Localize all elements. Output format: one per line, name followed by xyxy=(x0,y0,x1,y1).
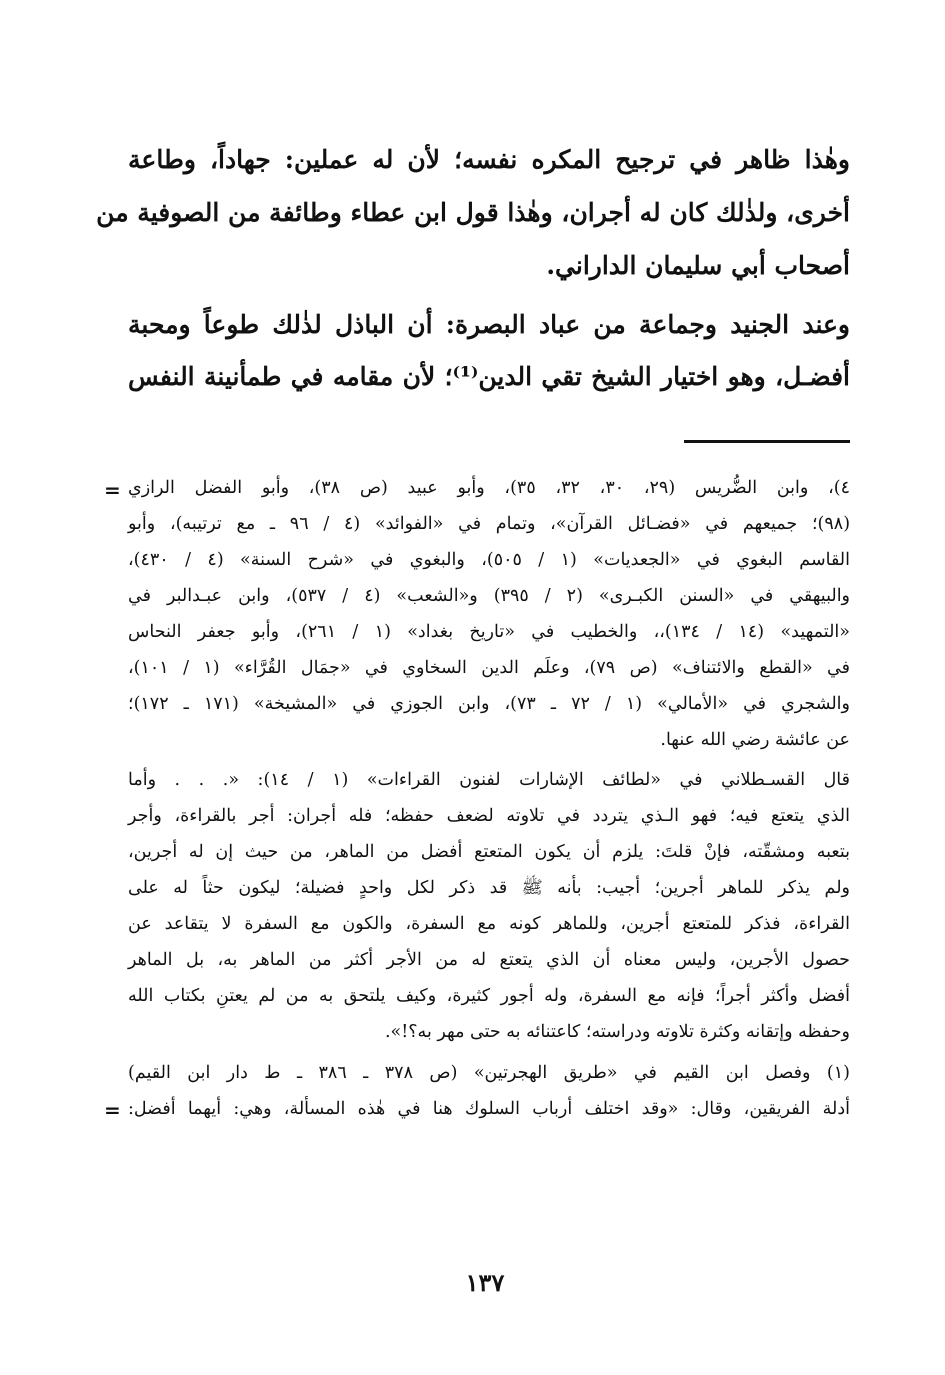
footnote-line-4: والبيهقي في «السنن الكبـرى» (٢ / ٣٩٥) و«الشعب» (٤ / ٥٣٧)، وابن عبـدالبر في xyxy=(128,586,851,606)
main-line-5: أفضـل، وهو اختيار الشيخ تقي الدين⁽¹⁾؛ لأن مقامه في طمأنينة النفس xyxy=(128,362,850,391)
footnote-continuation-marker: = xyxy=(104,478,121,502)
footnote-line-17: (١) وفصل ابن القيم في «طريق الهجرتين» (ص ٣٧٨ ـ ٣٨٦ ـ ط دار ابن القيم) xyxy=(128,1063,850,1083)
footnote-line-1: ٤)، وابن الضُّريس (٢٩، ٣٠، ٣٢، ٣٥)، وأبو عبيد (ص ٣٨)، وأبو الفضل الرازي xyxy=(128,478,850,498)
main-line-3: أصحاب أبي سليمان الداراني. xyxy=(546,251,850,280)
main-line-1: وهٰذا ظاهر في ترجيح المكره نفسه؛ لأن له عملين: جهاداً، وطاعة xyxy=(128,145,850,174)
footnote-line-11: بتعبه ومشقّته، فإنْ قلتَ: يلزم أن يكون المتعتع أفضل من الماهر، من حيث إن له أجرين، xyxy=(128,842,850,862)
footnote-line-8: عن عائشة رضي الله عنها. xyxy=(660,730,850,750)
footnote-line-9: قال القسـطلاني في «لطائف الإشارات لفنون القراءات» (١ / ١٤): «. . . وأما xyxy=(128,770,851,790)
footnote-line-6: في «القطع والائتناف» (ص ٧٩)، وعلَم الدين السخاوي في «جمَال القُرَّاء» (١ / ١٠١)، xyxy=(128,658,851,678)
footnote-line-10: الذي يتعتع فيه؛ فهو الـذي يتردد في تلاوته لضعف حفظه؛ فله أجران: أجر بالقراءة، وأجر xyxy=(128,806,850,826)
footnote-end-marker: = xyxy=(104,1098,121,1122)
footnote-separator xyxy=(684,440,850,443)
footnote-line-18: أدلة الفريقين، وقال: «وقد اختلف أرباب السلوك هنا في هٰذه المسألة، وهي: أيهما أفضل: xyxy=(128,1099,850,1119)
footnote-line-7: والشجري في «الأمالي» (١ / ٧٢ ـ ٧٣)، وابن الجوزي في «المشيخة» (١٧١ ـ ١٧٢)؛ xyxy=(128,694,850,714)
footnote-line-13: القراءة، فذكر للمتعتع أجرين، وللماهر كونه مع السفرة، والكون مع السفرة لا يتقاعد عن xyxy=(128,914,850,934)
footnote-line-14: حصول الأجرين، وليس معناه أن الذي يتعتع له من الأجر أكثر من الماهر به، بل الماهر xyxy=(128,950,850,970)
footnote-line-5: «التمهيد» (١٤ / ١٣٤)،، والخطيب في «تاريخ بغداد» (١ / ٢٦١)، وأبو جعفر النحاس xyxy=(128,622,850,642)
footnote-line-15: أفضل وأكثر أجراً؛ فإنه مع السفرة، وله أجور كثيرة، وكيف يلتحق به من لم يعتنِ بكتاب الله xyxy=(128,986,850,1006)
footnote-line-3: القاسم البغوي في «الجعديات» (١ / ٥٠٥)، والبغوي في «شرح السنة» (٤ / ٤٣٠)، xyxy=(128,550,850,570)
page-number: ١٣٧ xyxy=(465,1268,505,1297)
footnote-line-16: وحفظه وإتقانه وكثرة تلاوته ودراسته؛ كاعتنائه به حتى مهر به؟!». xyxy=(384,1022,850,1042)
main-line-2: أخرى، ولذٰلك كان له أجران، وهٰذا قول ابن عطاء وطائفة من الصوفية من xyxy=(96,198,850,227)
main-line-4: وعند الجنيد وجماعة من عباد البصرة: أن الباذل لذٰلك طوعاً ومحبة xyxy=(128,310,850,339)
footnote-line-12: ولم يذكر للماهر أجرين؛ أجيب: بأنه ﷺ قد ذكر لكل واحدٍ فضيلة؛ ليكون حثاً له على xyxy=(128,878,850,898)
footnote-line-2: (٩٨)؛ جميعهم في «فضـائل القرآن»، وتمام في «الفوائد» (٤ / ٩٦ ـ مع ترتيبه)، وأبو xyxy=(128,514,851,534)
